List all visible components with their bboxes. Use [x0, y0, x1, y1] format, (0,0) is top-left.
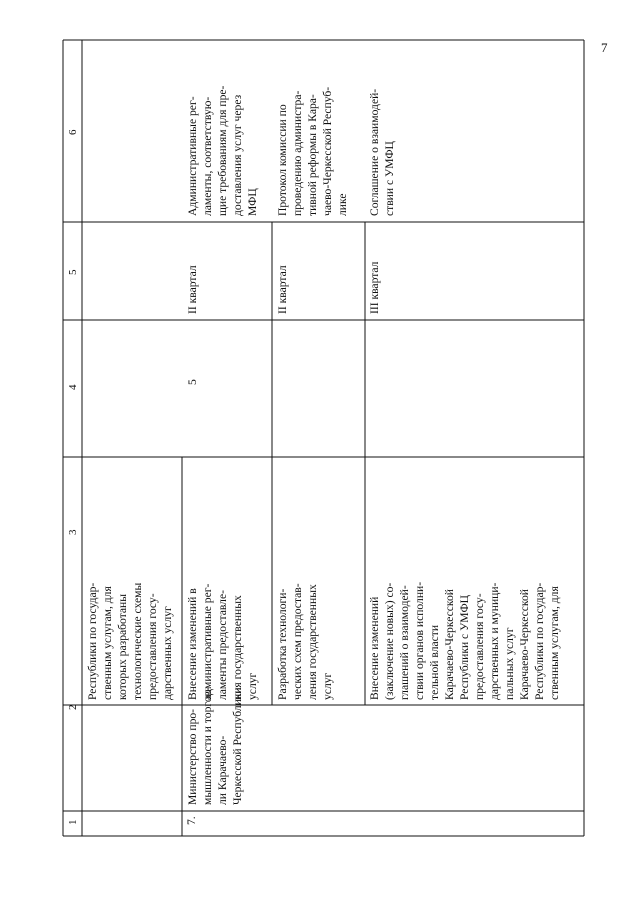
- table-text: [67, 85, 561, 825]
- continuation-cell: Республики по государ- ственным услугам, для которых разработаны технологические схемы предоставления госу- дарственных услуг: [86, 582, 174, 700]
- entry-3-action: Внесение изменений (заключение новых) со- глашений о взаимодей- ствии органов исполни- тельной власти Карачаево-Черкесской Республики с УМФЦ предоставления госу- дарственных и муници- пальных услуг Карачаево-Черкесской Республики по государ- ственным услугам, для: [368, 581, 561, 700]
- entry-1-action: Внесение изменений в административные рег- ламенты предоставле- ния государственных услуг: [186, 583, 259, 700]
- column-header-6: 6: [67, 129, 79, 135]
- column-header-3: 3: [67, 529, 79, 535]
- entry-1-result: Административные рег- ламенты, соответствую- щие требованиям для пре- доставления услуг через МФЦ: [186, 85, 259, 216]
- entry-1-count: 5: [186, 379, 199, 385]
- entry-2-result: Протокол комиссии по проведению администра- тивной реформы в Кара- чаево-Черкесской Респуб- лике: [276, 86, 349, 216]
- agency-cell: Министерство про- мышленности и торгов- ли Карачаево- Черкесской Республики: [186, 686, 244, 805]
- column-header-1: 1: [67, 819, 79, 825]
- entry-3-result: Соглашение о взаимодей- ствии с УМФЦ: [368, 88, 396, 216]
- page-number: 7: [601, 40, 608, 55]
- row-number: 7.: [185, 816, 198, 825]
- column-header-5: 5: [67, 269, 79, 275]
- column-header-2: 2: [67, 704, 79, 710]
- entry-3-quarter: III квартал: [368, 261, 381, 314]
- entry-2-quarter: II квартал: [276, 265, 289, 314]
- entry-2-action: Разработка технологи- ческих схем предостав- ления государственных услуг: [276, 583, 334, 700]
- column-header-4: 4: [67, 384, 79, 390]
- entry-1-quarter: II квартал: [186, 265, 199, 314]
